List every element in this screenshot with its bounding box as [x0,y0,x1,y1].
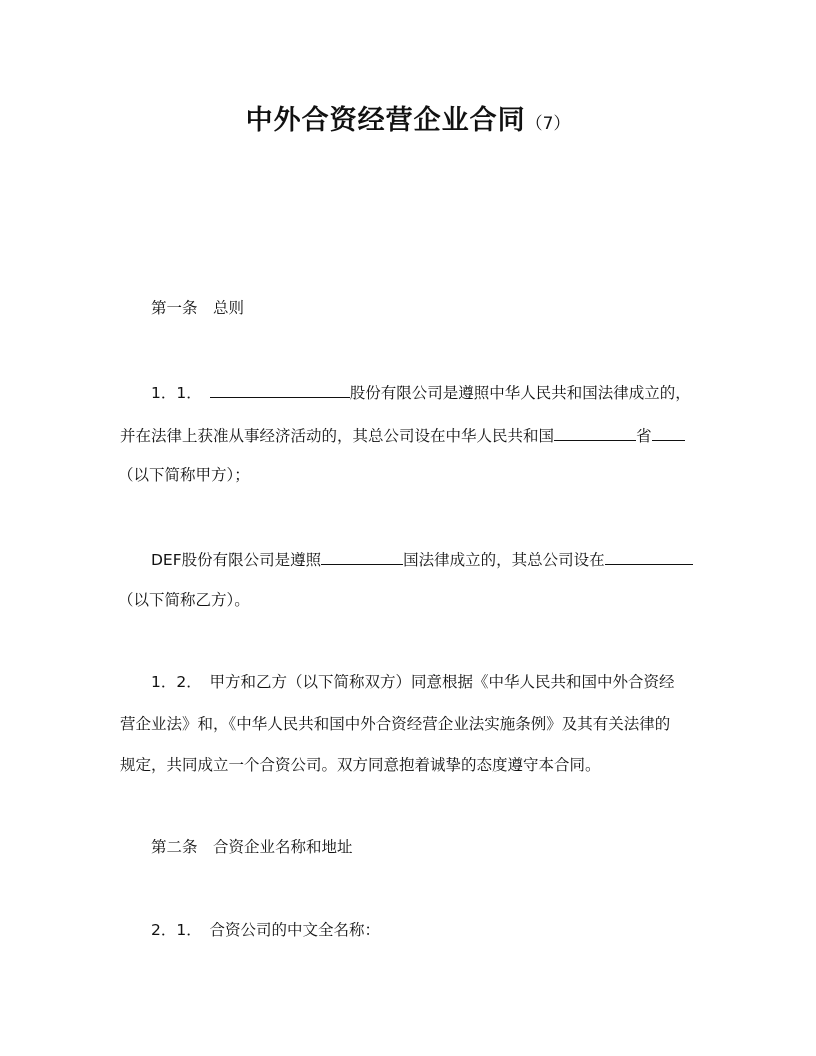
blank-city [652,424,685,441]
party-b-line-1 [151,548,693,570]
clause-1-2-line-1: 1．2． 甲方和乙方（以下简称双方）同意根据《中华人民共和国中外合资经 [151,673,675,691]
article-2-heading: 第二条 合资企业名称和地址 [151,838,353,856]
blank-country [321,548,403,565]
document-title [0,98,816,137]
clause-1-1-line-1 [151,381,691,403]
title-main: 中外合资经营企业合同 [245,105,526,136]
article-1-heading: 第一条 总则 [151,299,245,317]
clause-1-1-text-2: 并在法律上获准从事经济活动的，其总公司设在中华人民共和国 [120,427,555,445]
clause-1-1-text-1: 股份有限公司是遵照中华人民共和国法律成立的， [349,384,691,402]
clause-1-1-line-2 [120,424,685,446]
clause-1-1-number: 1．1． [151,384,202,402]
clause-1-2-line-3: 规定，共同成立一个合资公司。双方同意抱着诚挚的态度遵守本合同。 [120,756,601,774]
party-b-line-2: （以下简称乙方）。 [118,591,250,609]
blank-province [554,424,636,441]
blank-location [605,548,693,565]
party-b-text-1: DEF股份有限公司是遵照 [151,551,322,569]
clause-1-1-line-3: （以下简称甲方）； [118,466,250,484]
title-suffix: （7） [525,114,571,134]
clause-2-1: 2．1． 合资公司的中文全名称： [151,921,380,939]
party-b-text-2: 国法律成立的，其总公司设在 [403,551,605,569]
clause-1-1-text-3: 省 [636,427,652,445]
clause-1-2-line-2: 营企业法》和，《中华人民共和国中外合资经营企业法实施条例》及其有关法律的 [120,715,671,733]
blank-party-a-name [210,381,350,398]
